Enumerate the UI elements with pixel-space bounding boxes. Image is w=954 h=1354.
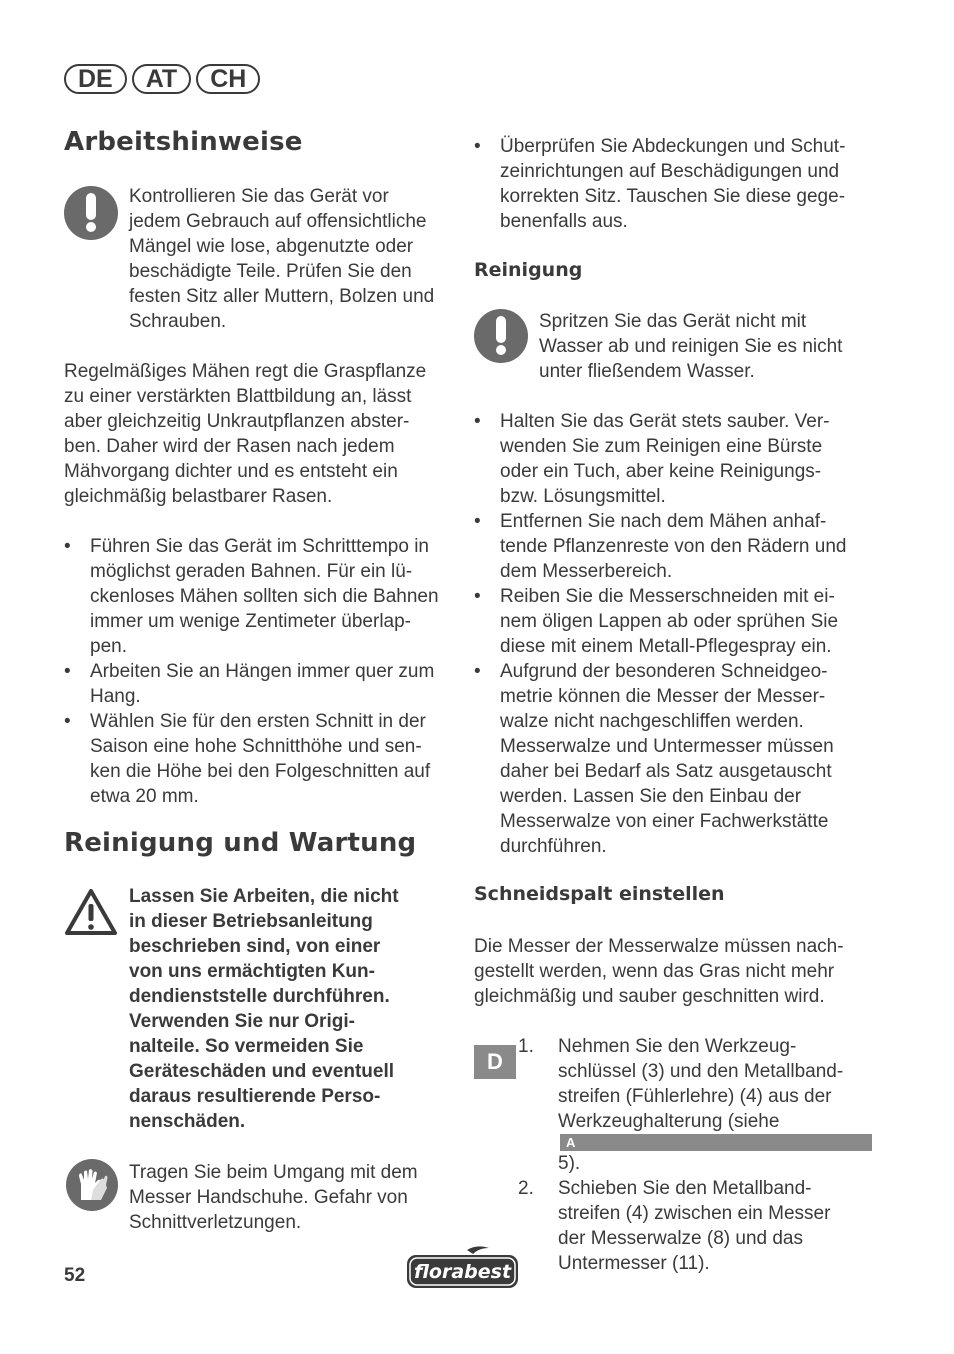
bullet-list-working: [64, 534, 464, 809]
exclamation-icon: [474, 309, 528, 363]
list-item: • Überprüfen Sie Abdeckungen und Schut- zeinrichtungen auf Beschädigungen und korrekten Sitz. Tauschen Sie diese gege- benenfalls aus.: [474, 134, 874, 234]
lang-badge-de: DE: [64, 64, 127, 94]
figure-badge-d: D: [474, 1045, 516, 1079]
list-item: • Arbeiten Sie an Hängen immer quer zum Hang.: [64, 659, 464, 709]
lang-badge-ch: CH: [196, 64, 260, 94]
heading-reinigung: Reinigung: [474, 259, 583, 281]
svg-text:florabest: florabest: [413, 1261, 512, 1283]
step-2: 2. Schieben Sie den Metallband- streifen (4) zwischen ein Messer der Messerwalze (8) und das Untermesser (11).: [518, 1178, 831, 1274]
warning-triangle-icon: [64, 887, 118, 942]
warning-repairs: Lassen Sie Arbeiten, die nicht in dieser Betriebsanleitung beschrieben sind, von einer von uns ermächtigten Kun- dendienststelle durchführen. Verwenden Sie nur Origi- nalteile. So vermeiden Sie Geräteschäden und eventuell daraus resultierende Perso- nenschäden.: [129, 886, 399, 1132]
notice-gloves: Tragen Sie beim Umgang mit dem Messer Handschuhe. Gefahr von Schnittverletzungen.: [129, 1162, 418, 1233]
notice-water: Spritzen Sie das Gerät nicht mit Wasser ab und reinigen Sie es nicht unter fließendem Wasser.: [539, 311, 843, 382]
steps-list: [474, 1034, 874, 1276]
florabest-logo: [405, 1244, 520, 1297]
list-item: • Halten Sie das Gerät stets sauber. Ver- wenden Sie zum Reinigen eine Bürste oder ein Tuch, aber keine Reinigungs- bzw. Lösungsmittel.: [474, 409, 874, 509]
page-number: 52: [64, 1265, 86, 1286]
list-item: • Entfernen Sie nach dem Mähen anhaf- tende Pflanzenreste von den Rädern und dem Messerbereich.: [474, 509, 874, 584]
list-item: • Wählen Sie für den ersten Schnitt in der Saison eine hohe Schnitthöhe und sen- ken die Höhe bei den Folgeschnitten auf etwa 20 mm.: [64, 709, 464, 809]
gloves-icon: [66, 1159, 118, 1211]
language-badges: [64, 64, 260, 94]
list-item: • Führen Sie das Gerät im Schritttempo in möglichst geraden Bahnen. Für ein lü- ckenloses Mähen sollten sich die Bahnen immer um wenige Zentimeter überlap- pen.: [64, 534, 464, 659]
step-1: 1. Nehmen Sie den Werkzeug- schlüssel (3) und den Metallband- streifen (Fühlerlehre) (4) aus der Werkzeughalterung (siehe A 5).: [474, 1034, 874, 1176]
list-item: • Aufgrund der besonderen Schneidgeo- metrie können die Messer der Messer- walze nicht nachgeschliffen werden. Messerwalze und Untermesser müssen daher bei Bedarf als Satz ausgetauscht werden. Lassen Sie den Einbau der Messerwalze von einer Fachwerkstätte durchführen.: [474, 659, 874, 859]
paragraph-gap: Die Messer der Messerwalze müssen nach- gestellt werden, wenn das Gras nicht mehr gleichmäßig und sauber geschnitten wird.: [474, 936, 844, 1007]
bullet-list-cleaning: [474, 409, 874, 859]
lang-badge-at: AT: [132, 64, 191, 94]
exclamation-icon: [64, 186, 118, 240]
bullet-covers: [474, 134, 874, 234]
heading-arbeitshinweise: Arbeitshinweise: [64, 127, 303, 157]
heading-schneidspalt: Schneidspalt einstellen: [474, 883, 725, 905]
list-item: • Reiben Sie die Messerschneiden mit ei- nem öligen Lappen ab oder sprühen Sie diese mit einem Metall-Pflegespray ein.: [474, 584, 874, 659]
figure-ref-badge-a: A: [560, 1134, 872, 1151]
heading-reinigung-wartung: Reinigung und Wartung: [64, 828, 417, 858]
notice-inspection: Kontrollieren Sie das Gerät vor jedem Gebrauch auf offensichtliche Mängel wie lose, abgenutzte oder beschädigte Teile. Prüfen Sie den festen Sitz aller Muttern, Bolzen und Schrauben.: [129, 186, 435, 332]
paragraph-mowing: Regelmäßiges Mähen regt die Graspflanze zu einer verstärkten Blattbildung an, lässt aber gleichzeitig Unkrautpflanzen abster- ben. Daher wird der Rasen nach jedem Mähvorgang dichter und es entsteht ein gleichmäßig belastbarer Rasen.: [64, 361, 427, 507]
